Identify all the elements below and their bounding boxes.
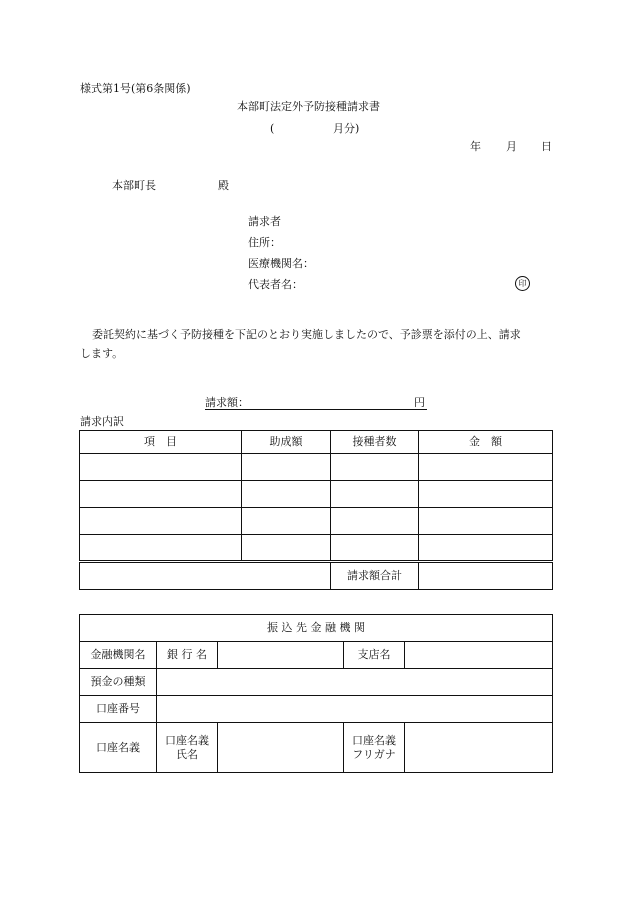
breakdown-heading: 請求内訳 xyxy=(80,415,124,428)
total-label: 請求額合計 xyxy=(331,562,419,590)
subsidy-cell[interactable] xyxy=(242,508,331,535)
count-cell[interactable] xyxy=(331,481,419,508)
subsidy-cell[interactable] xyxy=(242,454,331,481)
deposit-type-cell[interactable] xyxy=(157,669,553,696)
date-year: 年 xyxy=(470,140,481,153)
holder-name-label-line1: 口座名義 xyxy=(165,733,209,747)
amount-cell[interactable] xyxy=(419,535,553,562)
count-cell[interactable] xyxy=(331,535,419,562)
holder-kana-cell[interactable] xyxy=(405,723,553,773)
date-month: 月 xyxy=(506,140,517,153)
holder-name-label xyxy=(157,723,218,773)
column-header-amount: 金 額 xyxy=(419,431,553,454)
branch-cell[interactable] xyxy=(405,642,553,669)
bank-heading: 振 込 先 金 融 機 関 xyxy=(80,615,553,642)
item-cell[interactable] xyxy=(80,535,242,562)
bank-name-cell[interactable] xyxy=(218,642,344,669)
page-title: 本部町法定外予防接種請求書 xyxy=(237,100,380,113)
holder-label: 口座名義 xyxy=(80,723,157,773)
amount-cell[interactable] xyxy=(419,481,553,508)
holder-kana-label-line2: フリガナ xyxy=(352,747,396,761)
month-open: ( xyxy=(270,122,275,135)
subsidy-cell[interactable] xyxy=(242,481,331,508)
deposit-type-label: 預金の種類 xyxy=(80,669,157,696)
addressee-honorific: 殿 xyxy=(218,179,229,192)
form-number: 様式第1号(第6条関係) xyxy=(80,82,191,95)
count-cell[interactable] xyxy=(331,454,419,481)
seal-mark: 印 xyxy=(515,276,530,291)
total-spacer-cell xyxy=(80,562,331,590)
item-cell[interactable] xyxy=(80,508,242,535)
total-row xyxy=(80,562,553,590)
column-header-vaccinated-count: 接種者数 xyxy=(331,431,419,454)
claimant-address-label: 住所： xyxy=(248,236,281,249)
addressee-name: 本部町長 xyxy=(112,179,156,192)
item-cell[interactable] xyxy=(80,454,242,481)
institution-label: 金融機関名 xyxy=(80,642,157,669)
body-line-1: 委託契約に基づく予防接種を下記のとおり実施しましたので、予診票を添付の上、請求 xyxy=(92,328,521,341)
claimant-heading: 請求者 xyxy=(248,215,281,228)
breakdown-table xyxy=(79,430,553,590)
table-row xyxy=(80,454,553,481)
table-row xyxy=(80,508,553,535)
month-label: 月分) xyxy=(333,122,360,135)
branch-label: 支店名 xyxy=(344,642,405,669)
item-cell[interactable] xyxy=(80,481,242,508)
table-row xyxy=(80,481,553,508)
holder-kana-label-line1: 口座名義 xyxy=(352,733,396,747)
bank-table xyxy=(79,614,553,773)
count-cell[interactable] xyxy=(331,508,419,535)
subsidy-cell[interactable] xyxy=(242,535,331,562)
column-header-subsidy: 助成額 xyxy=(242,431,331,454)
date-day: 日 xyxy=(541,140,552,153)
holder-name-label-line2: 氏名 xyxy=(176,747,198,761)
account-number-label: 口座番号 xyxy=(80,696,157,723)
claim-amount-label: 請求額： xyxy=(205,396,249,409)
holder-name-cell[interactable] xyxy=(218,723,344,773)
claim-amount-underline xyxy=(205,409,427,410)
holder-kana-label xyxy=(344,723,405,773)
claimant-institution-label: 医療機関名： xyxy=(248,257,314,270)
bank-name-label: 銀 行 名 xyxy=(157,642,218,669)
claimant-representative-label: 代表者名： xyxy=(248,278,303,291)
account-number-cell[interactable] xyxy=(157,696,553,723)
amount-cell[interactable] xyxy=(419,508,553,535)
claim-amount-unit: 円 xyxy=(414,396,425,409)
amount-cell[interactable] xyxy=(419,454,553,481)
total-amount-cell[interactable] xyxy=(419,562,553,590)
table-row xyxy=(80,535,553,562)
column-header-item: 項 目 xyxy=(80,431,242,454)
body-line-2: します。 xyxy=(80,347,124,360)
